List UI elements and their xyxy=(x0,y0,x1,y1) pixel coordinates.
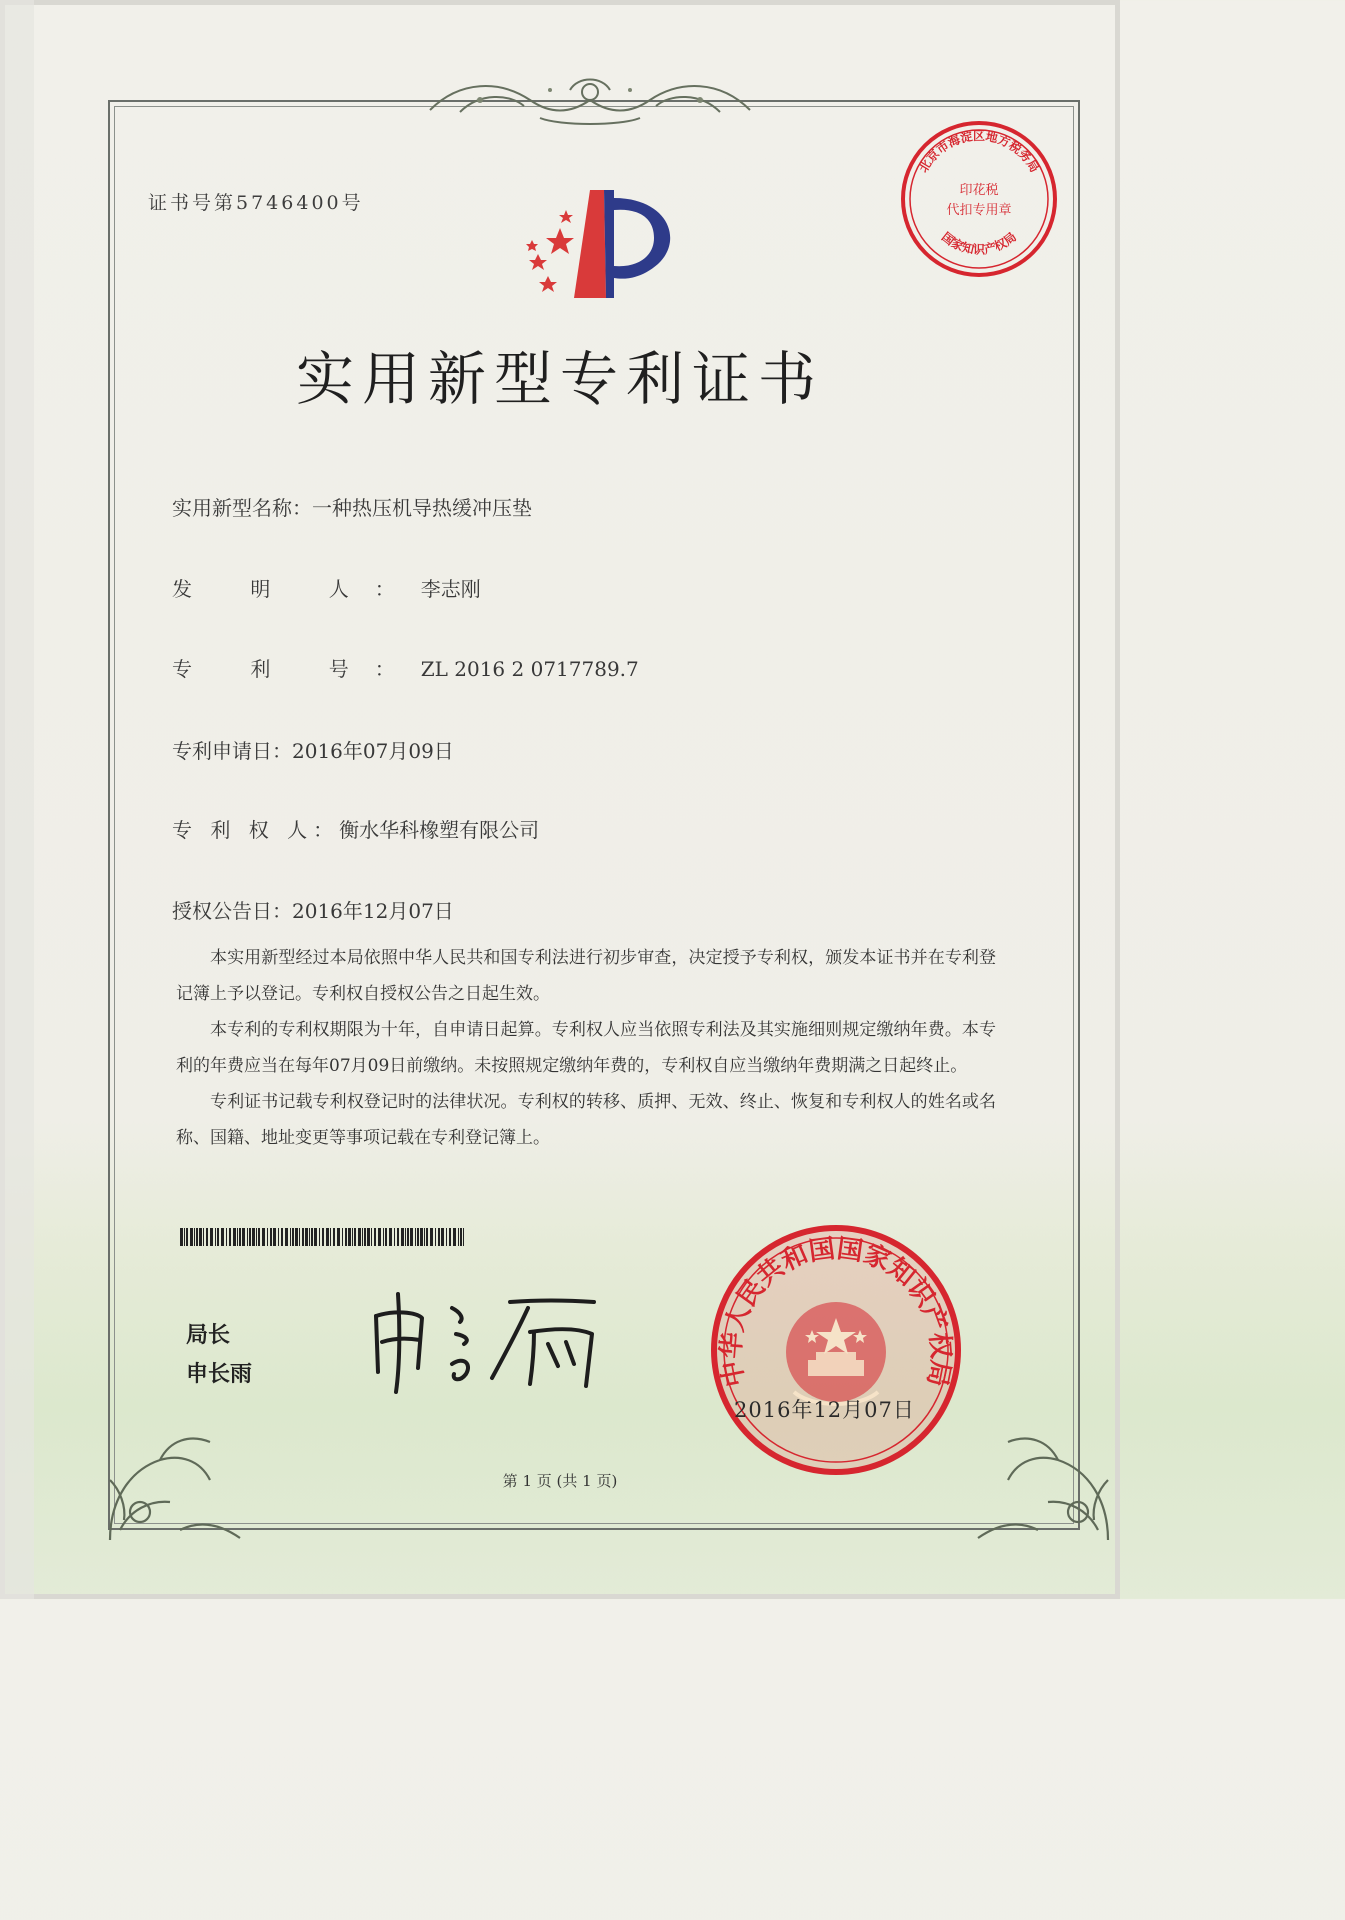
barcode-bar xyxy=(267,1228,268,1246)
seal-ring-text: 中华人民共和国国家知识产权局 xyxy=(716,1233,956,1390)
barcode-bar xyxy=(348,1228,351,1246)
barcode-bar xyxy=(184,1228,185,1246)
director-name: 申长雨 xyxy=(186,1362,253,1387)
field-patentee xyxy=(172,814,539,843)
barcode-bar xyxy=(453,1228,456,1246)
barcode-bar xyxy=(203,1228,204,1246)
field-label: 专 利 权 人： xyxy=(172,818,340,842)
field-label: 授权公告日： xyxy=(172,899,292,923)
body-paragraph: 专利证书记载专利权登记时的法律状况。专利权的转移、质押、无效、终止、恢复和专利权人的姓名或名称、国籍、地址变更等事项记载在专利登记簿上。 xyxy=(176,1092,996,1148)
field-label: 专 利 号： xyxy=(172,657,421,681)
barcode-bar xyxy=(221,1228,224,1246)
field-value: 李志刚 xyxy=(420,577,481,601)
field-value: ZL 2016 2 0717789.7 xyxy=(420,657,639,681)
director-signature xyxy=(360,1286,610,1396)
field-application-date xyxy=(172,735,454,764)
barcode-bar xyxy=(194,1228,195,1246)
barcode-bar xyxy=(206,1228,208,1246)
barcode-bar xyxy=(383,1228,384,1246)
barcode-bar xyxy=(215,1228,216,1246)
barcode-bar xyxy=(333,1228,335,1246)
barcode xyxy=(180,1228,464,1246)
barcode-bar xyxy=(249,1228,251,1246)
barcode-bar xyxy=(449,1228,451,1246)
field-grant-date xyxy=(172,895,454,924)
field-label: 发 明 人： xyxy=(172,577,421,601)
barcode-bar xyxy=(415,1228,416,1246)
barcode-bar xyxy=(352,1228,353,1246)
barcode-bar xyxy=(374,1228,376,1246)
barcode-bar xyxy=(378,1228,381,1246)
barcode-bar xyxy=(330,1228,331,1246)
field-value: 衡水华科橡塑有限公司 xyxy=(339,818,540,842)
barcode-bar xyxy=(458,1228,459,1246)
barcode-bar xyxy=(217,1228,219,1246)
barcode-bar xyxy=(302,1228,304,1246)
barcode-bar xyxy=(417,1228,419,1246)
barcode-bar xyxy=(239,1228,241,1246)
barcode-bar xyxy=(401,1228,404,1246)
barcode-bar xyxy=(292,1228,294,1246)
barcode-bar xyxy=(354,1228,356,1246)
barcode-bar xyxy=(420,1228,423,1246)
top-ornament xyxy=(420,70,760,130)
barcode-bar xyxy=(210,1228,213,1246)
barcode-bar xyxy=(256,1228,257,1246)
barcode-bar xyxy=(438,1228,440,1246)
barcode-bar xyxy=(364,1228,366,1246)
barcode-bar xyxy=(258,1228,260,1246)
barcode-bar xyxy=(242,1228,245,1246)
barcode-bar xyxy=(314,1228,317,1246)
field-value: 一种热压机导热缓冲压垫 xyxy=(312,496,532,520)
barcode-bar xyxy=(371,1228,372,1246)
barcode-bar xyxy=(199,1228,202,1246)
barcode-bar xyxy=(247,1228,248,1246)
barcode-bar xyxy=(281,1228,283,1246)
barcode-bar xyxy=(460,1228,462,1246)
barcode-bar xyxy=(305,1228,308,1246)
barcode-bar xyxy=(385,1228,387,1246)
certificate-title: 实用新型专利证书 xyxy=(295,345,824,413)
barcode-bar xyxy=(342,1228,343,1246)
barcode-bar xyxy=(299,1228,300,1246)
field-utility-model-name xyxy=(172,492,532,521)
barcode-bar xyxy=(326,1228,329,1246)
tax-seal-line2: 印花税 xyxy=(959,183,999,198)
certificate-body xyxy=(176,940,996,1156)
svg-text:国家知识产权局 xyxy=(939,230,1019,257)
seal-date: 2016年12月07日 xyxy=(734,1398,915,1422)
barcode-bar xyxy=(237,1228,238,1246)
certificate-number: 证书号第5746400号 xyxy=(148,192,364,214)
field-label: 实用新型名称： xyxy=(172,496,312,520)
tax-seal-line3: 代扣专用章 xyxy=(946,203,1012,218)
barcode-bar xyxy=(435,1228,436,1246)
barcode-bar xyxy=(446,1228,447,1246)
barcode-bar xyxy=(389,1228,392,1246)
barcode-bar xyxy=(362,1228,363,1246)
tax-seal-line1: 北京市海淀区地方税务局 xyxy=(916,129,1042,175)
barcode-bar xyxy=(463,1228,464,1246)
barcode-bar xyxy=(367,1228,370,1246)
barcode-bar xyxy=(285,1228,288,1246)
barcode-bar xyxy=(405,1228,406,1246)
barcode-bar xyxy=(262,1228,265,1246)
barcode-bar xyxy=(424,1228,425,1246)
barcode-bar xyxy=(278,1228,279,1246)
barcode-bar xyxy=(319,1228,320,1246)
tax-seal-line4: 国家知识产权局 xyxy=(938,229,1020,257)
barcode-bar xyxy=(345,1228,347,1246)
barcode-bar xyxy=(397,1228,399,1246)
page-number: 第 1 页 (共 1 页) xyxy=(502,1472,618,1490)
barcode-bar xyxy=(358,1228,361,1246)
field-value: 2016年12月07日 xyxy=(292,899,454,923)
body-paragraph: 本实用新型经过本局依照中华人民共和国专利法进行初步审查，决定授予专利权，颁发本证书并在专利登记簿上予以登记。专利权自授权公告之日起生效。 xyxy=(176,948,996,1004)
field-inventor xyxy=(172,573,481,602)
field-label: 专利申请日： xyxy=(172,739,292,763)
barcode-bar xyxy=(252,1228,255,1246)
field-value: 2016年07月09日 xyxy=(292,739,454,763)
barcode-bar xyxy=(407,1228,409,1246)
barcode-bar xyxy=(233,1228,236,1246)
barcode-bar xyxy=(394,1228,395,1246)
barcode-bar xyxy=(270,1228,272,1246)
barcode-bar xyxy=(337,1228,340,1246)
patent-office-logo-icon xyxy=(508,180,684,310)
barcode-bar xyxy=(410,1228,413,1246)
field-patent-number xyxy=(172,653,639,682)
barcode-bar xyxy=(190,1228,193,1246)
barcode-bar xyxy=(290,1228,291,1246)
body-paragraph: 本专利的专利权期限为十年，自申请日起算。专利权人应当依照专利法及其实施细则规定缴纳年费。本专利的年费应当在每年07月09日前缴纳。未按照规定缴纳年费的，专利权自应当缴纳年费期满之日起终止。 xyxy=(176,1020,996,1076)
state-ip-office-seal xyxy=(708,1222,964,1478)
director-title: 局长 xyxy=(186,1323,231,1348)
barcode-bar xyxy=(180,1228,183,1246)
barcode-bar xyxy=(196,1228,198,1246)
barcode-bar xyxy=(186,1228,188,1246)
barcode-bar xyxy=(441,1228,444,1246)
barcode-bar xyxy=(430,1228,433,1246)
barcode-bar xyxy=(273,1228,276,1246)
barcode-bar xyxy=(295,1228,298,1246)
tax-seal xyxy=(898,118,1060,280)
barcode-bar xyxy=(229,1228,231,1246)
barcode-bar xyxy=(226,1228,227,1246)
barcode-bar xyxy=(311,1228,313,1246)
barcode-bar xyxy=(322,1228,324,1246)
barcode-bar xyxy=(426,1228,428,1246)
barcode-bar xyxy=(309,1228,310,1246)
